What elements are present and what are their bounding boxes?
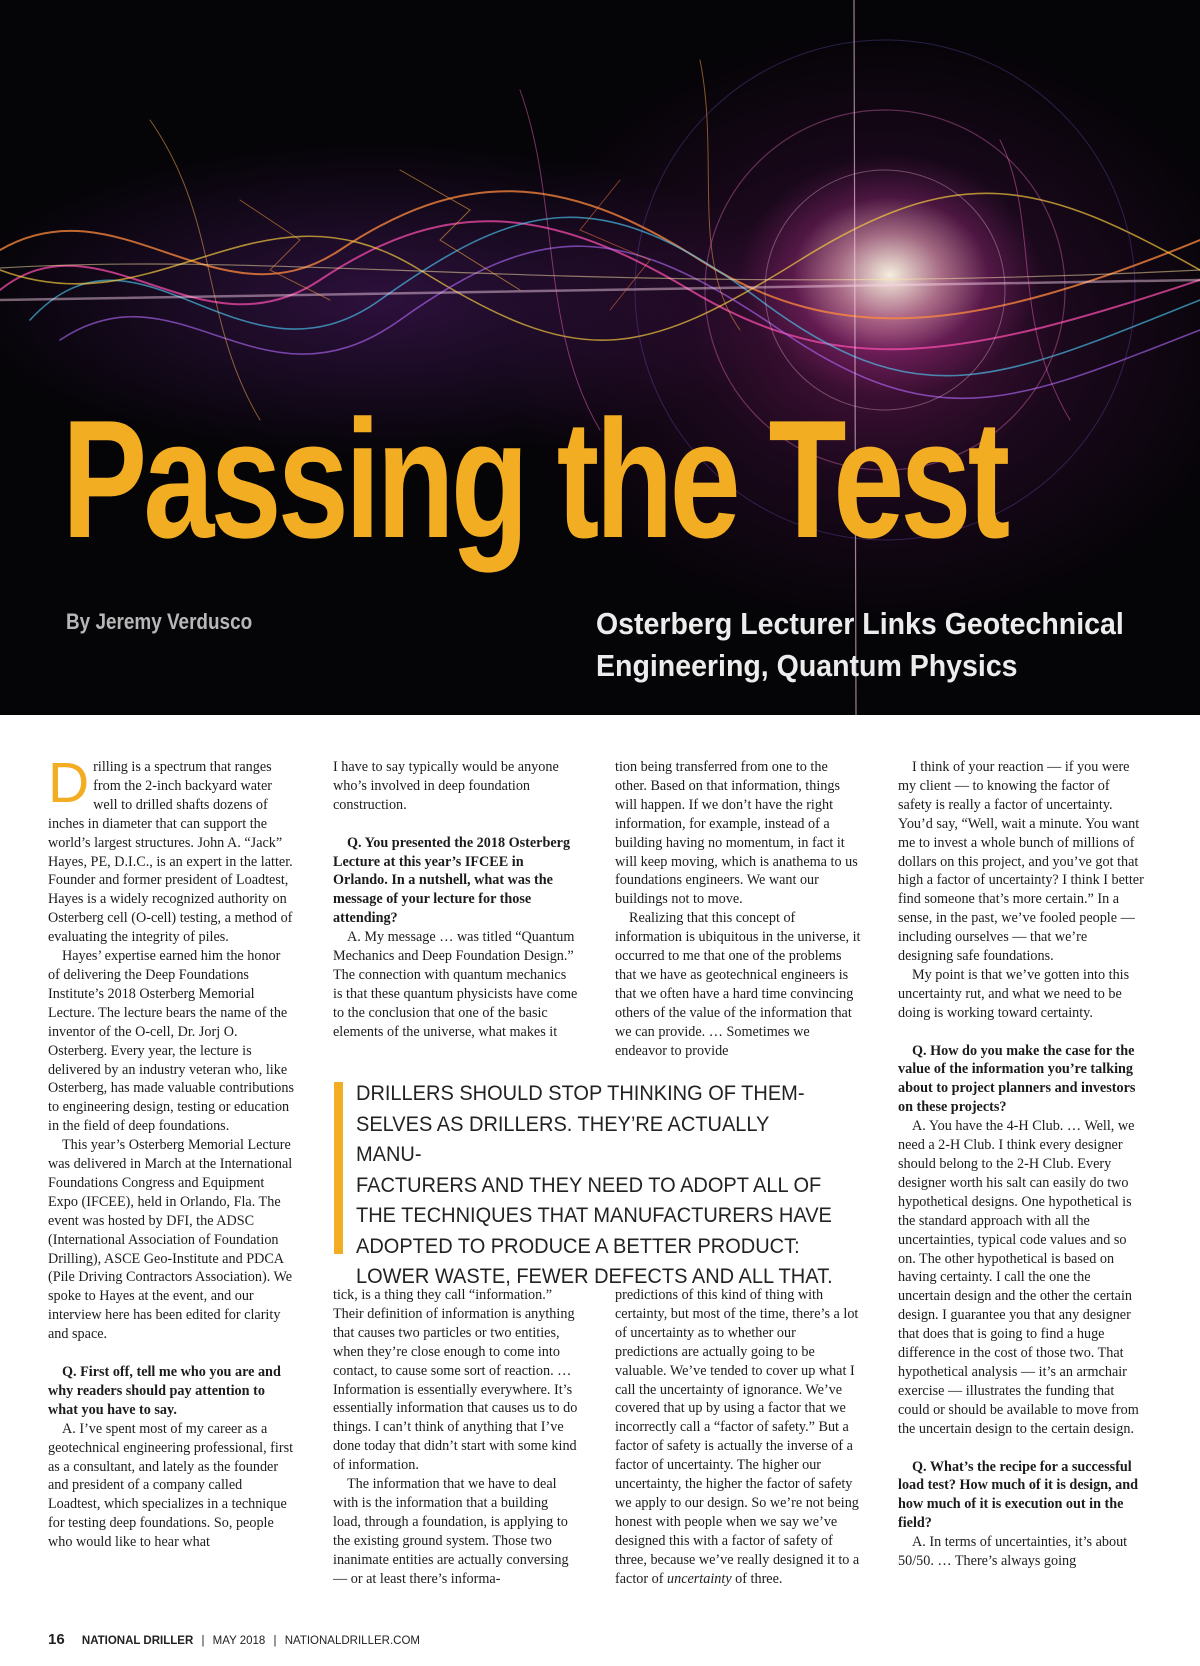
answer-paragraph: A. In terms of uncertainties, it’s about 50/50. … There’s always going — [898, 1534, 1128, 1570]
body-paragraph: My point is that we’ve gotten into this uncertainty rut, and what we need to be doing is working toward certainty. — [898, 966, 1130, 1021]
page-number: 16 — [48, 1631, 65, 1648]
paragraph-gap — [898, 1439, 1144, 1458]
article-subtitle — [596, 603, 1166, 687]
issue-date: MAY 2018 — [212, 1635, 266, 1647]
body-paragraph: I think of your reaction — if you were my client — to knowing the factor of safety is really a factor of uncertainty. You’d say, “Well, wait a minute. You want me to invest a whole bunch of millions of dollars on this project, and you’ve got that high a factor of uncertainty? I think I better find someone that’s more certain.” In a sense, in the past, we’ve fooled people — including ourselves — that we’re designing safe foundations. — [898, 759, 1144, 965]
hero-image — [0, 0, 1200, 715]
paragraph-gap — [48, 1344, 294, 1363]
publication-name: NATIONAL DRILLER — [81, 1635, 194, 1647]
body-paragraph: Hayes’ expertise earned him the honor of delivering the Deep Foundations Institute’s 2018 Osterberg Memorial Lecture. The lecture bears the name of the inventor of the O-cell, Dr. Jorj O. Osterberg. Every year, the lecture is delivered by an industry veteran who, like Osterberg, has made valuable contributions to engineering design, testing or education in the field of deep foundations. — [48, 948, 294, 1135]
question: Q. What’s the recipe for a successful load test? How much of it is design, and how much of it is execution out in the field? — [898, 1458, 1139, 1532]
body-paragraph: tick, is a thing they call “information.” Their definition of information is anything that causes two particles or two entities, when they’re close enough to come into contact, to cause some sort of reaction. … Information is essentially everywhere. It’s essentially information that causes us to do things. I can’t think of anything that I’ve done today that didn’t start with some kind of information. — [333, 1287, 578, 1474]
column-2-top — [333, 758, 579, 1042]
body-text: predictions of this kind of thing with certainty, but most of the time, there’s a lot of uncertainty as to whether our predictions are actually going to be valuable. We’ve tended to cover up what I call the uncertainty of ignorance. We’ve covered that up by using a factor that we incorrectly call a “factor of safety.” But a factor of safety is actually the inverse of a factor of uncertainty. The higher our uncertainty, the higher the factor of safety we apply to our design. So we’re not being honest with people when we say we’ve designed this with a factor of safety of three, because we’ve really designed it to a factor of — [615, 1287, 860, 1587]
question: Q. First off, tell me who you are and why readers should pay attention to what you have to say. — [48, 1363, 281, 1418]
italic-word: uncertainty — [667, 1570, 732, 1587]
byline: By Jeremy Verdusco — [66, 609, 253, 634]
paragraph-gap — [898, 1023, 1144, 1042]
paragraph-gap — [333, 815, 579, 834]
subtitle-line-1: Osterberg Lecturer Links Geotechnical — [596, 606, 1124, 641]
drop-cap: D — [48, 751, 90, 815]
pull-quote-bar — [334, 1082, 343, 1254]
footer-separator: | — [273, 1635, 277, 1647]
question: Q. You presented the 2018 Osterberg Lecture at this year’s IFCEE in Orlando. In a nutshell, what was the message of your lecture for those attending? — [333, 834, 571, 927]
body-text-tail: of three. — [735, 1570, 783, 1587]
body-paragraph: tion being transferred from one to the other. Based on that information, things will happen. If we don’t have the right information, for example, instead of a building having no momentum, in fact it will keep moving, which is anathema to us foundations engineers. We want our buildings not to move. — [615, 759, 858, 908]
column-4 — [898, 758, 1144, 1571]
intro-text: rilling is a spectrum that ranges from the 2-inch backyard water well to drilled shafts dozens of inches in diameter that can support the world’s largest structures. John A. “Jack” Hayes, PE, D.I.C., is an expert in the latter. Founder and former president of Loadtest, Hayes is a widely recognized authority on Osterberg cell (O-cell) testing, a method of evaluating the integrity of piles. — [48, 759, 293, 946]
column-3-bottom — [615, 1286, 861, 1589]
subtitle-line-2: Engineering, Quantum Physics — [596, 648, 1018, 683]
question: Q. How do you make the case for the value of the information you’re talking about to project planners and investors on these projects? — [898, 1042, 1136, 1116]
pull-quote-text: DRILLERS SHOULD STOP THINKING OF THEM- SELVES AS DRILLERS. THEY’RE ACTUALLY MANU- FACTURERS AND THEY NEED TO ADOPT ALL OF THE TECHNIQUES THAT MANUFACTURERS HAVE ADOPTED TO PRODUCE A BETTER PRODUCT: LOWER WASTE, FEWER DEFECTS AND ALL THAT. — [356, 1081, 833, 1288]
column-2-bottom — [333, 1286, 579, 1589]
pull-quote — [334, 1078, 854, 1288]
answer-paragraph: A. You have the 4-H Club. … Well, we need a 2-H Club. I think every designer should belong to the 2-H Club. Every designer worth his salt can easily do two hypothetical designs. One hypothetical is the standard approach with all the uncertainties, typical code values and so on. The other hypothetical is based on having certainty. I call the one the uncertain design and the other the certain design. I guarantee you that any designer that does that is going to find a huge difference in the cost of those two. That hypothetical analysis — it’s an armchair exercise — illustrates the funding that could or should be available to move from the uncertain design to the certain design. — [898, 1118, 1139, 1437]
answer-paragraph: A. I’ve spent most of my career as a geotechnical engineering professional, first as a consultant, and lately as the founder and president of a company called Loadtest, which specializes in a technique for testing deep foundations. So, people who would like to hear what — [48, 1420, 294, 1551]
website-link[interactable]: NATIONALDRILLER.COM — [284, 1635, 420, 1647]
page-footer — [48, 1631, 420, 1648]
column-1 — [48, 751, 294, 1552]
column-3-top — [615, 758, 861, 1061]
body-paragraph — [615, 1286, 861, 1589]
footer-separator: | — [201, 1635, 205, 1647]
body-paragraph: Realizing that this concept of information is ubiquitous in the universe, it occurred to me that one of the problems that we have as geotechnical engineers is that we often have a hard time convincing others of the value of the information that we can provide. … Sometimes we endeavor to provide — [615, 910, 861, 1059]
body-paragraph: This year’s Osterberg Memorial Lecture was delivered in March at the International Foundations Congress and Equipment Expo (IFCEE), held in Orlando, Fla. The event was hosted by DFI, the ADSC (International Association of Foundation Drilling), ASCE Geo-Institute and PDCA (Pile Driving Contractors Association). We spoke to Hayes at the event, and our interview here has been edited for clarity and space. — [48, 1137, 293, 1343]
answer-paragraph: A. My message … was titled “Quantum Mechanics and Deep Foundation Design.” The connection with quantum mechanics is that these quantum physicists have come to the conclusion that one of the basic elements of the universe, what makes it — [333, 929, 578, 1040]
article-title: Passing the Test — [62, 385, 1007, 573]
intro-paragraph — [48, 751, 294, 947]
body-paragraph: The information that we have to deal with is the information that a building load, through a foundation, is applying to the existing ground system. Those two inanimate entities are actually conversing — or at least there’s informa- — [333, 1476, 569, 1587]
body-paragraph: I have to say typically would be anyone who’s involved in deep foundation construction. — [333, 759, 559, 813]
